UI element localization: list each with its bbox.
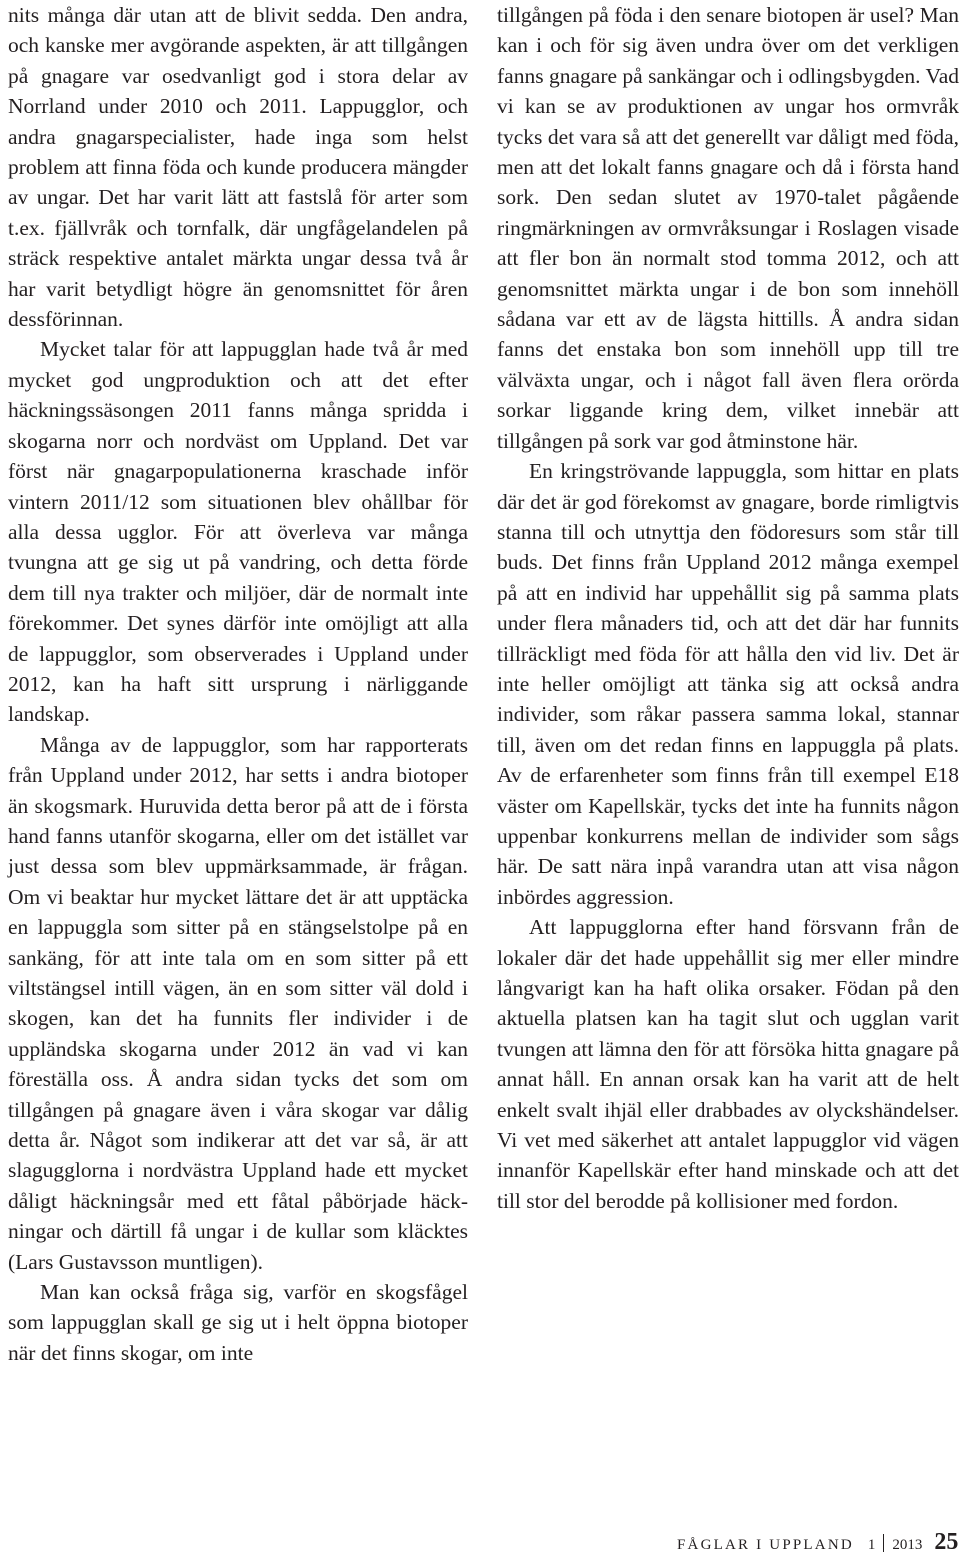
right-text-column — [497, 0, 959, 1216]
paragraph: Att lappugglorna efter hand försvann från de lokaler där det hade uppehållit sig mer eller mindre långvarigt kan ha haft olika orsaker. Födan på den aktuella platsen kan ha tagit slut och ugglan varit tvungen att lämna den för att försöka hitta gnagare på annat håll. En annan orsak kan ha varit att de helt enkelt svalt ihjäl eller drabbades av olyckshändelser. Vi vet med säkerhet att antalet lappugglor vid vägen innanför Kapellskär efter hand minskade och att det till stor del berodde på kollisioner med fordon. — [497, 915, 959, 1213]
issue-year: 2013 — [892, 1537, 923, 1553]
paragraph: En kringströvande lappuggla, som hittar en plats där det är god förekomst av gnagare, borde rimligtvis stanna till och utnyttja den födoresurs som står till buds. Det finns från Uppland 2012 många exempel på att en individ har uppehållit sig på samma plats under flera månaders tid, och att det där har funnits tillräckligt med föda för att hålla den vid liv. Det är inte heller omöjligt att tänka sig att också andra individer, som råkar passera samma lokal, stannar till, även om det redan finns en lappuggla på plats. Av de erfarenheter som finns från till exempel E18 väster om Kapellskär, tycks det inte ha funnits någon uppenbar konkurrens mellan de individer som sågs här. De satt nära inpå varandra utan att visa någon inbördes aggression. — [497, 459, 959, 909]
issue-number: 1 — [867, 1537, 876, 1553]
paragraph: Mycket talar för att lappugglan hade två år med mycket god ungproduktion och att det efter häckningssäsongen 2011 fanns många spridda i skogarna norr och nordväst om Uppland. Det var först när gnagarpopulationerna kraschade inför vintern 2011/12 som situationen blev ohållbar för alla dessa ugglor. För att överleva var många tvungna att ge sig ut på vandring, och detta förde dem till nya trakter och miljöer, där de normalt inte förekommer. Det synes därför inte omöjligt att alla de lappugglor, som observerades i Uppland under 2012, kan ha haft sitt ursprung i närliggande landskap. — [8, 337, 468, 727]
journal-name: FÅGLAR I UPPLAND — [677, 1537, 854, 1553]
paragraph: Många av de lappugglor, som har rapporterats från Uppland under 2012, har setts i andra biotoper än skogsmark. Huruvida detta beror på att de i första hand fanns utanför skogarna, eller om det istället var just dessa som blev uppmärksammade, är frågan. Om vi beaktar hur mycket lättare det är att upptäcka en lappuggla som sitter på en stängselstolpe på en sankäng, för att inte tala om en som sitter på ett viltstängsel intill vägen, än en som sitter väl dold i skogen, kan det ha funnits fler individer i de uppländska skogarna under 2012 än vad vi kan föreställa oss. Å andra sidan tycks det som om tillgången på gnagare även i våra skogar var dålig detta år. Något som indikerar att det var så, är att slagugglorna i nordvästra Uppland hade ett mycket dåligt häckningsår med ett fåtal påbörjade häckningar och därtill få ungar i de kullar som kläcktes (Lars Gustavsson muntligen). — [8, 732, 468, 1274]
left-text-column — [8, 0, 468, 1368]
paragraph: nits många där utan att de blivit sedda. Den andra, och kanske mer avgörande aspekten, är att tillgången på gnagare var osedvanligt god i stora delar av Norrland under 2010 och 2011. Lappugglor, och andra gnagarspecialister, hade inga som helst problem att finna föda och kunde producera mängder av ungar. Det har varit lätt att fastslå för arter som t.ex. fjällvråk och tornfalk, där ungfågelandelen på sträck respektive antalet märkta ungar dessa två år har varit betydligt högre än genomsnittet för åren dessförinnan. — [8, 3, 468, 332]
footer-divider — [883, 1534, 884, 1552]
paragraph: tillgången på föda i den senare biotopen är usel? Man kan i och för sig även undra över om det verkligen fanns gnagare på sankängar och i odlingsbygden. Vad vi kan se av produktionen av ungar hos ormvråk tycks det vara så att det generellt var dåligt med föda, men att det lokalt fanns gnagare och då i första hand sork. Den sedan slutet av 1970-talet pågående ringmärkningen av ormvråksungar i Roslagen visade att fler bon än normalt stod tomma 2012, och att genomsnittet märkta ungar i de bon som innehöll sådana var ett av de lägsta hittills. Å andra sidan fanns det enstaka bon som innehöll upp till tre välväxta ungar, och i något fall även flera orörda sorkar liggande kring dem, vilket innebär att tillgången på sork var god åtminstone här. — [497, 3, 959, 453]
paragraph: Man kan också fråga sig, varför en skogsfågel som lappugglan skall ge sig ut i helt öppna biotoper när det finns skogar, om inte — [8, 1280, 468, 1365]
page-number: 25 — [934, 1529, 959, 1555]
page-footer — [677, 1529, 958, 1556]
